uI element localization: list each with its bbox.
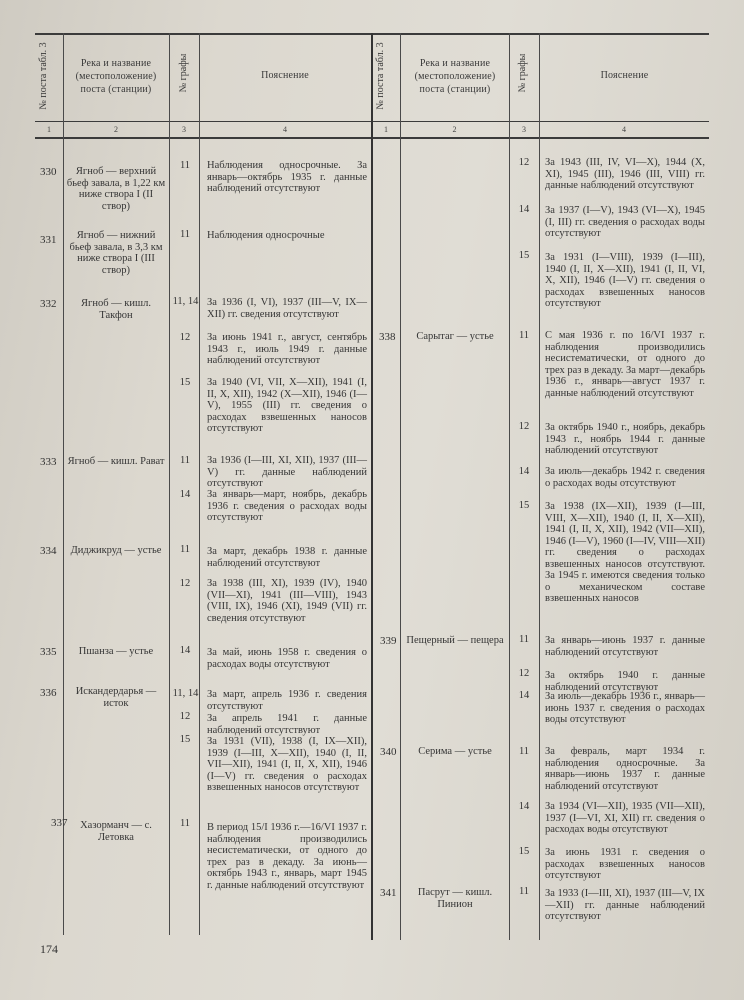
column-ref: 12 (518, 668, 530, 679)
station-name: Ягноб — кишл. Такфон (81, 298, 151, 321)
column-ref: 15 (518, 500, 530, 511)
post-number: 335 (40, 646, 57, 658)
explanation-text: За май, июнь 1958 г. сведения о расходах воды отсутствуют (207, 647, 367, 670)
explanation-text: За 1931 (VII), 1938 (I, IX—XII), 1939 (I—III, X—XII), 1940 (I, II, VII—XII), 1941 (I, II, X, XII), 1946 (I—V) гг. сведения о расходах взвешенных наносов отсутствуют (207, 736, 367, 793)
column-ref: 11 (179, 544, 191, 555)
explanation-text: За январь—июнь 1937 г. данные наблюдений отсутствуют (545, 635, 705, 658)
station-name: Ягноб — нижний бьеф завала, в 3,3 км ниже створа I (III створ) (69, 230, 163, 276)
station-name: Ягноб — кишл. Рават (67, 456, 165, 467)
explanation-text: За 1936 (I—III, XI, XII), 1937 (III—V) гг. данные наблюдений отсутствуют (207, 455, 367, 489)
explanation-text: За июль—декабрь 1936 г., январь—июнь 1937 г. сведения о расходах воды отсутствуют (545, 691, 705, 725)
column-ref: 12 (179, 578, 191, 589)
column-ref: 11 (179, 455, 191, 466)
station-name: Пшанза — устье (78, 646, 154, 657)
header-river-name: Река и название (местоположение) поста (станции) (75, 58, 157, 95)
explanation-text: За март, апрель 1936 г. сведения отсутствуют (207, 689, 367, 712)
post-number: 331 (40, 234, 57, 246)
explanation-text: За октябрь 1940 г., ноябрь, декабрь 1943 г., ноябрь 1944 г. данные наблюдений отсутствуют (545, 422, 705, 456)
column-ref: 14 (179, 489, 191, 500)
post-number: 337 (51, 817, 68, 829)
column-index: 2 (452, 125, 457, 134)
page-number: 174 (40, 942, 58, 956)
explanation-text: За 1938 (IX—XII), 1939 (I—III, VIII, X—XII), 1940 (I, II, X—XII), 1941 (I, II, X, XII), 1942 (VII—XII), 1946 (I—V), 1960 (I—IV, VIII—XII) гг. сведения о расходах взвешенных наносов отсутствуют. За 1945 г. имеются сведения только о механическом составе взвешенных наносов (545, 501, 705, 604)
explanation-text: За 1936 (I, VI), 1937 (III—V, IX—XII) гг. сведения отсутствуют (207, 297, 367, 320)
post-number: 340 (380, 746, 397, 758)
column-ref: 11 (518, 746, 530, 757)
column-ref: 15 (518, 846, 530, 857)
column-ref: 11, 14 (172, 296, 199, 307)
column-ref: 12 (179, 711, 191, 722)
explanation-text: За 1938 (III, XI), 1939 (IV), 1940 (VII—XI), 1941 (III—VIII), 1943 (VIII, IX), 1946 (XI), 1949 (VII) гг. сведения отсутствуют (207, 578, 367, 624)
column-ref: 14 (518, 466, 530, 477)
post-number: 339 (380, 635, 397, 647)
station-name: Хазорманч — с. Летовка (80, 820, 152, 843)
column-ref: 12 (518, 157, 530, 168)
explanation-text: За октябрь 1940 г. данные наблюдений отсутствуют (545, 670, 705, 693)
column-ref: 14 (518, 690, 530, 701)
explanation-text: За апрель 1941 г. данные наблюдений отсутствуют (207, 713, 367, 736)
station-name: Сарытаг — устье (416, 331, 494, 342)
column-ref: 11, 14 (172, 688, 199, 699)
column-ref: 15 (518, 250, 530, 261)
column-ref: 11 (179, 818, 191, 829)
column-ref: 14 (518, 204, 530, 215)
column-index: 4 (283, 125, 287, 134)
column-ref: 15 (179, 377, 191, 388)
header-explanation: Пояснение (600, 70, 649, 81)
header-post-number: № поста табл. 3 (38, 42, 49, 110)
post-number: 338 (379, 331, 396, 343)
divider-middle (371, 33, 373, 940)
header-explanation: Пояснение (261, 70, 309, 81)
post-number: 334 (40, 545, 57, 557)
station-name: Пасрут — кишл. Пинион (417, 887, 493, 910)
explanation-text: Наблюдения односрочные (207, 230, 325, 241)
column-index: 4 (622, 125, 626, 134)
column-ref: 12 (518, 421, 530, 432)
station-name: Пещерный — пещера (406, 635, 504, 646)
explanation-text: За 1931 (I—VIII), 1939 (I—III), 1940 (I, II, X—XII), 1941 (I, II, VI, X, XII), 1946 (I—V) гг. сведения о расходах взвешенных наносов отсутствуют (545, 252, 705, 309)
divider-right-1 (400, 33, 401, 940)
explanation-text: За 1933 (I—III, XI), 1937 (III—V, IX—XII) гг. данные наблюдений отсутствуют (545, 888, 705, 922)
station-name: Диджикруд — устье (70, 545, 162, 556)
column-index: 3 (522, 125, 526, 134)
column-index: 2 (114, 125, 118, 134)
column-ref: 11 (179, 229, 191, 240)
column-index: 1 (47, 125, 51, 134)
column-index: 3 (182, 125, 186, 134)
post-number: 341 (380, 887, 397, 899)
station-name: Искандердарья — исток (75, 686, 157, 709)
explanation-text: За 1943 (III, IV, VI—X), 1944 (X, XI), 1945 (III), 1946 (III, VIII) гг. данные наблюдений отсутствуют (545, 157, 705, 191)
explanation-text: За 1937 (I—V), 1943 (VI—X), 1945 (I, III) гг. сведения о расходах воды отсутствуют (545, 205, 705, 239)
column-ref: 14 (179, 645, 191, 656)
column-ref: 11 (518, 886, 530, 897)
post-number: 336 (40, 687, 57, 699)
station-name: Серима — устье (418, 746, 492, 757)
explanation-text: За 1934 (VI—XII), 1935 (VII—XII), 1937 (I—VI, XI, XII) гг. сведения о расходах воды отсутствуют (545, 801, 705, 835)
explanation-text: За июль—декабрь 1942 г. сведения о расходах воды отсутствуют (545, 466, 705, 489)
column-ref: 11 (518, 634, 530, 645)
post-number: 333 (40, 456, 57, 468)
column-ref: 11 (518, 330, 530, 341)
header-column-number: № графы (517, 53, 528, 93)
post-number: 332 (40, 298, 57, 310)
header-river-name: Река и название (местоположение) поста (станции) (414, 58, 496, 95)
header-column-number: № графы (178, 53, 189, 93)
divider-left-1 (63, 33, 64, 935)
column-ref: 15 (179, 734, 191, 745)
explanation-text: В период 15/I 1936 г.—16/VI 1937 г. наблюдения производились несистематически, от одного до трех раз в декаду. За июнь—октябрь 1943 г., январь, март 1945 г. данные наблюдений отсутствуют (207, 822, 367, 891)
header-post-number: № поста табл. 3 (375, 42, 386, 110)
column-ref: 14 (518, 801, 530, 812)
explanation-text: С мая 1936 г. по 16/VI 1937 г. наблюдения производились несистематически, от одного до трех раз в декаду. За март—декабрь 1936 г., январь—август 1937 г. данные наблюдений отсутствуют (545, 330, 705, 399)
explanation-text: За февраль, март 1934 г. наблюдения односрочные. За январь—июнь 1937 г. данные наблюдений отсутствуют (545, 746, 705, 792)
explanation-text: За январь—март, ноябрь, декабрь 1936 г. сведения о расходах воды отсутствуют (207, 489, 367, 523)
station-name: Ягноб — верхний бьеф завала, в 1,22 км ниже створа I (II створ) (66, 166, 166, 212)
post-number: 330 (40, 166, 57, 178)
explanation-text: Наблюдения односрочные. За январь—октябрь 1935 г. данные наблюдений отсутствуют (207, 160, 367, 194)
column-ref: 12 (179, 332, 191, 343)
divider-right-3 (539, 33, 540, 940)
column-ref: 11 (179, 160, 191, 171)
explanation-text: За июнь 1931 г. сведения о расходах взвешенных наносов отсутствуют (545, 847, 705, 881)
explanation-text: За 1940 (VI, VII, X—XII), 1941 (I, II, X, XII), 1942 (X—XII), 1946 (I—V), 1955 (III) гг. сведения о расходах взвешенных наносов отсутствуют (207, 377, 367, 434)
explanation-text: За июнь 1941 г., август, сентябрь 1943 г., июль 1949 г. данные наблюдений отсутствуют (207, 332, 367, 366)
column-index: 1 (384, 125, 388, 134)
explanation-text: За март, декабрь 1938 г. данные наблюдений отсутствуют (207, 546, 367, 569)
